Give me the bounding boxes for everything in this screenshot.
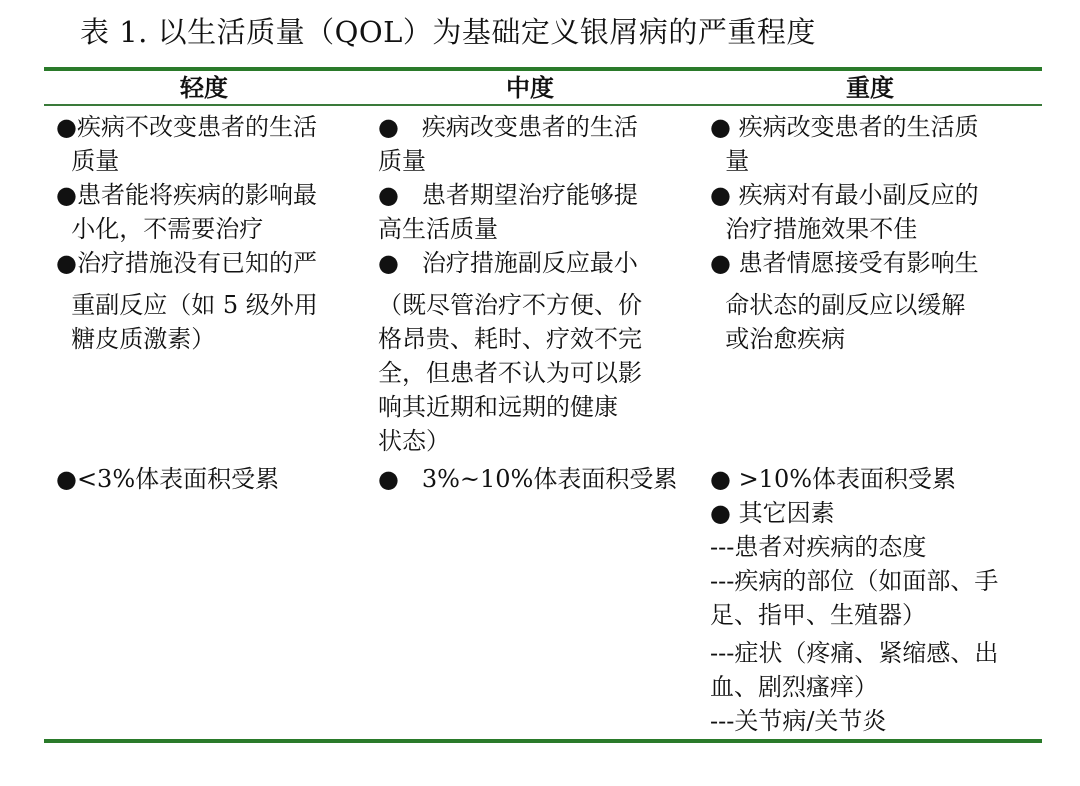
- cell-line: ---疾病的部位（如面部、手: [710, 567, 999, 595]
- cell-line: 质量: [56, 147, 120, 175]
- cell-line: ● 疾病对有最小副反应的: [710, 181, 979, 209]
- cell-line: 足、指甲、生殖器）: [710, 601, 926, 629]
- cell-line: ●<3%体表面积受累: [56, 465, 280, 493]
- bottom-rule: [44, 739, 1042, 743]
- cell-line: 或治愈疾病: [710, 325, 846, 353]
- cell-line: ● 疾病改变患者的生活质: [710, 113, 979, 141]
- cell-line: 响其近期和远期的健康: [378, 393, 618, 421]
- cell-line: 治疗措施效果不佳: [710, 215, 918, 243]
- cell-line: ●治疗措施没有已知的严: [56, 249, 317, 277]
- cell-line: 血、剧烈瘙痒）: [710, 673, 878, 701]
- header-mild: 轻度: [180, 73, 228, 102]
- cell-line: ● 疾病改变患者的生活: [378, 113, 638, 141]
- header-moderate: 中度: [506, 73, 554, 102]
- cell-line: ---关节病/关节炎: [710, 707, 887, 735]
- cell-line: 量: [710, 147, 750, 175]
- cell-line: ● >10%体表面积受累: [710, 465, 957, 493]
- cell-line: ● 治疗措施副反应最小: [378, 249, 638, 277]
- cell-line: 全，但患者不认为可以影: [378, 359, 642, 387]
- table-title: 表 1. 以生活质量（QOL）为基础定义银屑病的严重程度: [80, 15, 816, 49]
- cell-line: 高生活质量: [378, 215, 498, 243]
- cell-line: ● 患者情愿接受有影响生: [710, 249, 979, 277]
- cell-line: ● 其它因素: [710, 499, 835, 527]
- cell-line: 糖皮质激素）: [56, 325, 216, 353]
- cell-line: 命状态的副反应以缓解: [710, 291, 966, 319]
- cell-line: ---患者对疾病的态度: [710, 533, 927, 561]
- cell-line: ●患者能将疾病的影响最: [56, 181, 317, 209]
- cell-line: ● 患者期望治疗能够提: [378, 181, 638, 209]
- cell-line: 小化，不需要治疗: [56, 215, 264, 243]
- header-rule: [44, 104, 1042, 106]
- cell-line: 质量: [378, 147, 426, 175]
- cell-line: ●疾病不改变患者的生活: [56, 113, 317, 141]
- cell-line: ---症状（疼痛、紧缩感、出: [710, 639, 999, 667]
- cell-line: 格昂贵、耗时、疗效不完: [378, 325, 642, 353]
- cell-line: 重副反应（如 5 级外用: [56, 291, 318, 319]
- cell-line: 状态）: [378, 427, 450, 455]
- header-severe: 重度: [846, 73, 894, 102]
- cell-line: ● 3%~10%体表面积受累: [378, 465, 678, 493]
- cell-line: （既尽管治疗不方便、价: [378, 291, 642, 319]
